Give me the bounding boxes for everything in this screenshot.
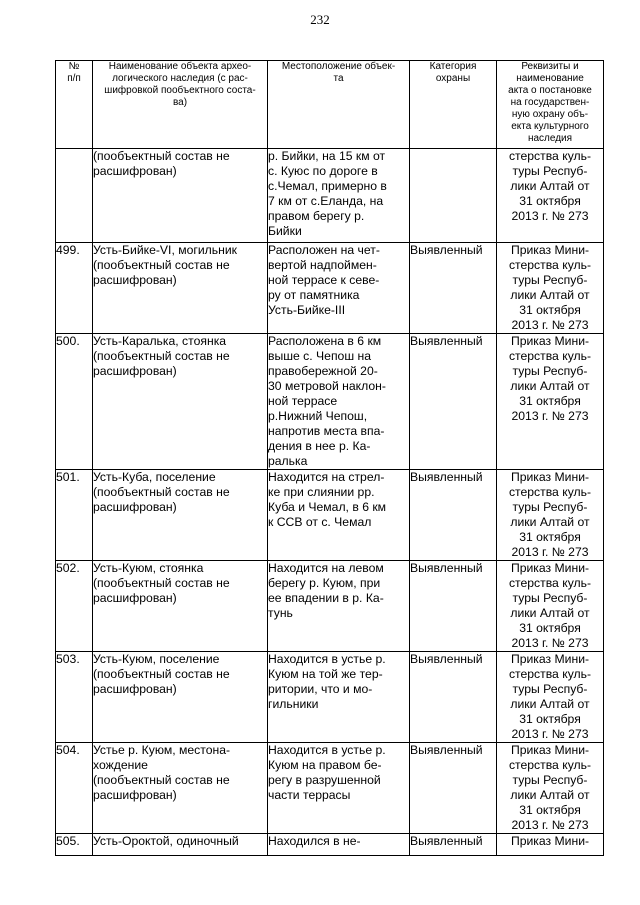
object-name: Усть-Каралька, стоянка (пообъектный состав не расшифрован) [93, 334, 268, 470]
object-location: Расположен на чет- вертой надпоймен- ной террасе к севе- ру от памятника Усть-Бийке-III [268, 243, 410, 334]
row-number: 505. [56, 834, 93, 856]
page-number: 232 [310, 12, 330, 27]
object-name: Усть-Бийке-VI, могильник (пообъектный состав не расшифрован) [93, 243, 268, 334]
row-number: 503. [56, 652, 93, 743]
table-row [56, 743, 604, 834]
header-name: Наименование объекта архео- логического наследия (с рас- шифровкой пообъектного соста- ва) [93, 61, 268, 149]
act-requisites: Приказ Мини- стерства куль- туры Респуб- лики Алтай от 31 октября 2013 г. № 273 [497, 334, 604, 470]
act-requisites: Приказ Мини- стерства куль- туры Респуб- лики Алтай от 31 октября 2013 г. № 273 [497, 470, 604, 561]
protection-category [410, 149, 497, 243]
object-location: Находится на левом берегу р. Куюм, при ее впадении в р. Ка- тунь [268, 561, 410, 652]
act-requisites: Приказ Мини- стерства куль- туры Респуб- лики Алтай от 31 октября 2013 г. № 273 [497, 743, 604, 834]
row-number: 502. [56, 561, 93, 652]
row-number: 501. [56, 470, 93, 561]
object-location: р. Бийки, на 15 км от с. Куюс по дороге в с.Чемал, примерно в 7 км от с.Еланда, на правом берегу р. Бийки [268, 149, 410, 243]
header-location: Местоположение объек- та [268, 61, 410, 149]
object-location: Расположена в 6 км выше с. Чепош на правобережной 20- 30 метровой наклон- ной террасе р.Нижний Чепош, напротив места впа- дения в нее р. Ка- ралька [268, 334, 410, 470]
object-location: Находится на стрел- ке при слиянии рр. Куба и Чемал, в 6 км к ССВ от с. Чемал [268, 470, 410, 561]
protection-category: Выявленный [410, 470, 497, 561]
protection-category: Выявленный [410, 743, 497, 834]
protection-category: Выявленный [410, 243, 497, 334]
heritage-registry-table [55, 60, 604, 856]
object-name: Усть-Куюм, поселение (пообъектный состав не расшифрован) [93, 652, 268, 743]
object-name: Усть-Куба, поселение (пообъектный состав не расшифрован) [93, 470, 268, 561]
header-number: № п/п [56, 61, 93, 149]
row-number: 500. [56, 334, 93, 470]
protection-category: Выявленный [410, 652, 497, 743]
object-location: Находится в устье р. Куюм на той же тер- ритории, что и мо- гильники [268, 652, 410, 743]
object-name: (пообъектный состав не расшифрован) [93, 149, 268, 243]
act-requisites: Приказ Мини- стерства куль- туры Респуб- лики Алтай от 31 октября 2013 г. № 273 [497, 652, 604, 743]
protection-category: Выявленный [410, 834, 497, 856]
table-row [56, 243, 604, 334]
table-row [56, 834, 604, 856]
object-location: Находится в устье р. Куюм на правом бе- регу в разрушенной части террасы [268, 743, 410, 834]
row-number [56, 149, 93, 243]
table-row [56, 561, 604, 652]
object-name: Устье р. Куюм, местона- хождение (пообъектный состав не расшифрован) [93, 743, 268, 834]
table-row [56, 652, 604, 743]
header-category: Категория охраны [410, 61, 497, 149]
act-requisites: Приказ Мини- стерства куль- туры Респуб- лики Алтай от 31 октября 2013 г. № 273 [497, 243, 604, 334]
table-row [56, 149, 604, 243]
act-requisites: Приказ Мини- [497, 834, 604, 856]
table-row [56, 470, 604, 561]
act-requisites: стерства куль- туры Респуб- лики Алтай от 31 октября 2013 г. № 273 [497, 149, 604, 243]
row-number: 504. [56, 743, 93, 834]
table-header-row [56, 61, 604, 149]
object-name: Усть-Ороктой, одиночный [93, 834, 268, 856]
object-location: Находился в не- [268, 834, 410, 856]
row-number: 499. [56, 243, 93, 334]
table-row [56, 334, 604, 470]
protection-category: Выявленный [410, 334, 497, 470]
object-name: Усть-Куюм, стоянка (пообъектный состав не расшифрован) [93, 561, 268, 652]
protection-category: Выявленный [410, 561, 497, 652]
header-requisites: Реквизиты и наименование акта о постановке на государствен- ную охрану объ- екта культурного наследия [497, 61, 604, 149]
act-requisites: Приказ Мини- стерства куль- туры Респуб- лики Алтай от 31 октября 2013 г. № 273 [497, 561, 604, 652]
